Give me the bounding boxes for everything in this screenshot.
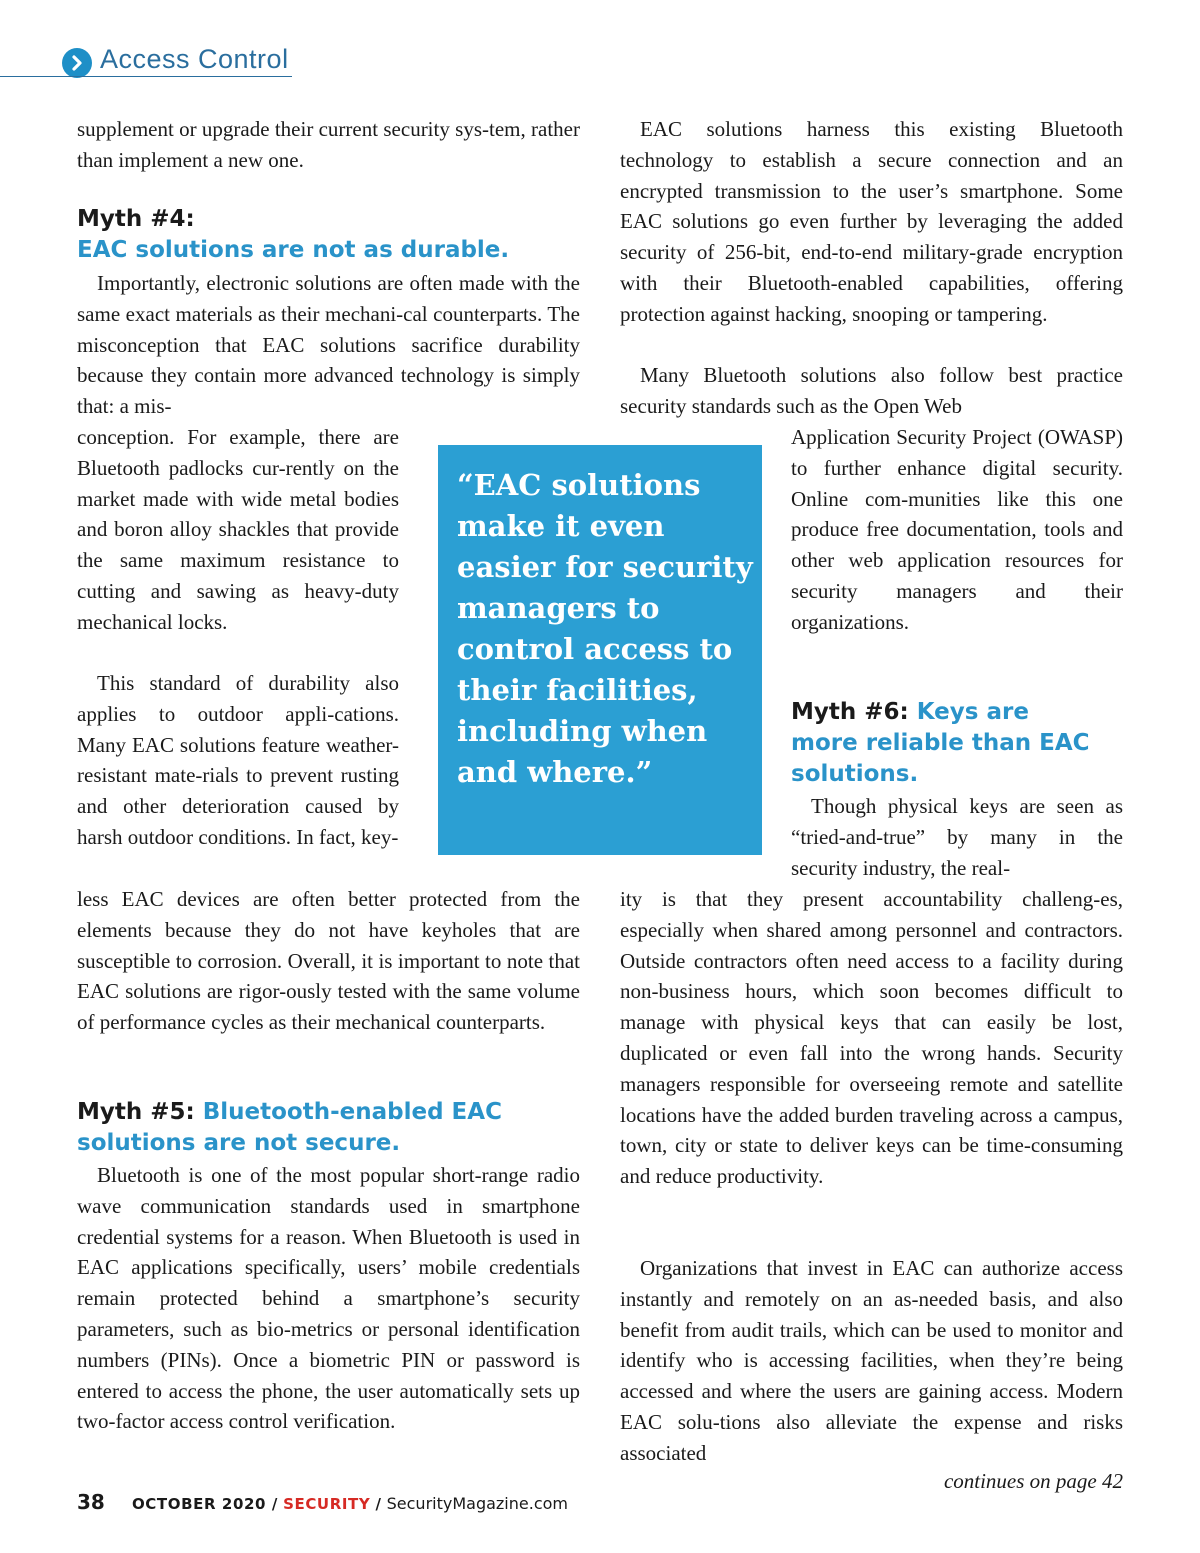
continues-note: continues on page 42	[943, 1469, 1123, 1493]
left-intro-paragraph: supplement or upgrade their current security sys-tem, rather than implement a new one.	[77, 117, 580, 172]
right-paragraph-2-narrow: Application Security Project (OWASP) to further enhance digital security. Online com-munities like this one produce free documentation, tools and other web application resources for security managers and their organizations.	[791, 425, 1123, 634]
page-number: 38	[77, 1490, 105, 1514]
section-title: Access Control	[100, 44, 289, 74]
right-paragraph-2-wide: Many Bluetooth solutions also follow best practice security standards such as the Open Web	[620, 363, 1123, 418]
myth6-title-line3: solutions.	[791, 760, 919, 787]
myth5-label: Myth #5:	[77, 1099, 195, 1125]
right-paragraph-1: EAC solutions harness this existing Bluetooth technology to establish a secure connection and an encrypted transmission to the user’s smartphone. Some EAC solutions go even further by leveraging the added security of 256-bit, end-to-end military-grade encryption with their Bluetooth-enabled capabilities, offering protection against hacking, snooping or tampering.	[620, 117, 1123, 326]
footer-date: OCTOBER 2020 /	[131, 1495, 278, 1513]
myth5-title-line1: Bluetooth-enabled EAC	[202, 1099, 502, 1125]
myth6-title-part1: Keys are	[916, 699, 1029, 725]
myth4-heading	[77, 204, 580, 266]
myth6-paragraph-wide: ity is that they present accountability challeng-es, especially when shared among personnel and contractors. Outside contractors often need access to a facility during non-business hours, which soon becomes difficult to manage with physical keys that can easily be lost, duplicated or even fall into the wrong hands. Security managers responsible for overseeing remote and satellite locations have the added burden traveling across a campus, town, city or state to deliver keys can be time-consuming and reduce productivity.	[620, 887, 1123, 1189]
footer-separator: /	[375, 1495, 382, 1513]
myth4-paragraph2-narrow: This standard of durability also applies to outdoor appli-cations. Many EAC solutions feature weather-resistant mate-rials to prevent rusting and other deterioration caused by harsh outdoor conditions. In fact, key-	[77, 671, 399, 849]
myth6-paragraph-narrow: Though physical keys are seen as “tried-and-true” by many in the security industry, the real-	[791, 794, 1123, 880]
myth4-title: EAC solutions are not as durable.	[77, 236, 510, 263]
footer-brand: SECURITY	[283, 1495, 371, 1513]
footer-site-link[interactable]: SecurityMagazine.com	[386, 1494, 568, 1513]
pull-quote-box	[438, 445, 762, 855]
myth4-paragraph-top: Importantly, electronic solutions are often made with the same exact materials as their mechani-cal counterparts. The misconception that EAC solutions sacrifice durability because they contain more advanced technology is simply that: a mis-	[77, 271, 580, 419]
myth5-paragraph: Bluetooth is one of the most popular short-range radio wave communication standards used in smartphone credential systems for a reason. When Bluetooth is used in EAC applications specifically, users’ mobile credentials remain protected behind a smartphone’s security parameters, such as bio-metrics or personal identification numbers (PINs). Once a biometric PIN or password is entered to access the phone, the user automatically sets up two-factor access control verification.	[77, 1163, 580, 1434]
myth4-paragraph-narrow: conception. For example, there are Bluetooth padlocks cur-rently on the market made with wide metal bodies and boron alloy shackles that provide the same maximum resistance to cutting and sawing as heavy-duty mechanical locks.	[77, 425, 399, 634]
page-footer	[77, 1490, 568, 1514]
pull-quote-text: “EAC solutions make it even easier for security managers to control access to their facilities, including when and where.”	[457, 468, 753, 789]
myth6-paragraph-2: Organizations that invest in EAC can authorize access instantly and remotely on an as-needed basis, and also benefit from audit trails, which can be used to monitor and identify who is accessing facilities, when they’re being accessed and where the users are gaining access. Modern EAC solu-tions also alleviate the expense and risks associated	[620, 1256, 1123, 1465]
myth6-label: Myth #6:	[791, 699, 909, 725]
myth5-heading	[77, 1097, 580, 1159]
myth4-label: Myth #4:	[77, 206, 195, 232]
myth5-title-line2: solutions are not secure.	[77, 1129, 401, 1156]
myth6-title-line2: more reliable than EAC	[791, 729, 1090, 756]
chevron-right-icon	[62, 48, 92, 78]
myth4-paragraph2-wide: less EAC devices are often better protected from the elements because they do not have keyholes that are susceptible to corrosion. Overall, it is important to note that EAC solutions are rigor-ously tested with the same volume of performance cycles as their mechanical counterparts.	[77, 887, 580, 1035]
section-rule	[0, 76, 292, 77]
myth6-heading	[791, 697, 1123, 789]
